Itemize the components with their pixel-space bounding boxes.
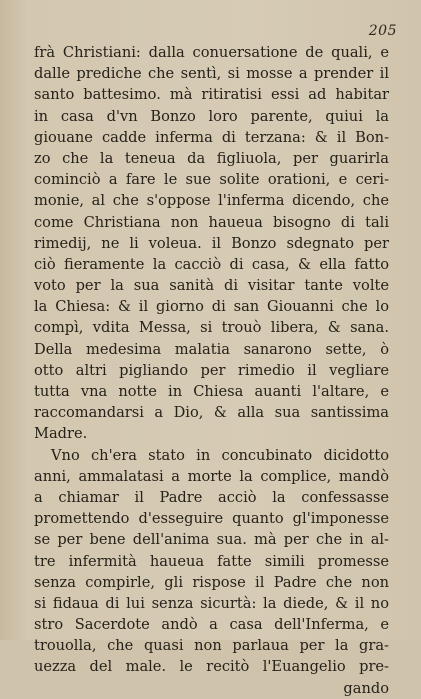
text-line: gando xyxy=(343,679,389,697)
text-line: trouolla, che quasi non parlaua per la gra- xyxy=(34,637,389,655)
text-line: Vno ch'era stato in concubinato dicidotto xyxy=(51,446,389,464)
text-line: si fidaua di lui senza sicurtà: la diede, & il no xyxy=(34,594,389,612)
text-line: se per bene dell'anima sua. mà per che in al- xyxy=(34,531,389,549)
text-line: la Chiesa: & il giorno di san Giouanni che lo xyxy=(34,298,389,316)
text-line: monie, al che s'oppose l'inferma dicendo, che xyxy=(34,192,389,210)
text-line: a chiamar il Padre acciò la confessasse xyxy=(34,488,389,506)
text-line: ciò fieramente la cacciò di casa, & ella fatto xyxy=(34,255,389,273)
text-line: tre infermità haueua fatte simili promesse xyxy=(34,552,389,570)
text-line: compì, vdita Messa, si trouò libera, & sana. xyxy=(34,319,389,337)
text-line: in casa d'vn Bonzo loro parente, quiui la xyxy=(34,107,389,125)
text-line: uezza del male. le recitò l'Euangelio pre- xyxy=(34,658,389,676)
text-line: Madre. xyxy=(34,425,88,443)
text-line: cominciò a fare le sue solite orationi, e ceri- xyxy=(34,171,389,189)
text-line: anni, ammalatasi a morte la complice, mandò xyxy=(34,467,389,485)
text-line: rimedij, ne li voleua. il Bonzo sdegnato per xyxy=(34,234,389,252)
text-line: zo che la teneua da figliuola, per guarirla xyxy=(34,149,389,167)
text-line: senza compirle, gli rispose il Padre che non xyxy=(34,573,389,591)
text-line: come Christiana non haueua bisogno di tali xyxy=(34,213,389,231)
text-line: santo battesimo. mà ritiratisi essi ad habitar xyxy=(34,86,389,104)
text-line: raccomandarsi a Dio, & alla sua santissima xyxy=(34,404,389,422)
text-line: stro Sacerdote andò a casa dell'Inferma, e xyxy=(34,616,389,634)
text-line: tutta vna notte in Chiesa auanti l'altare, e xyxy=(34,383,389,400)
page-text xyxy=(34,42,389,699)
text-line: voto per la sua sanità di visitar tante volte xyxy=(34,277,389,295)
text-line: Della medesima malatia sanarono sette, ò xyxy=(34,340,389,358)
text-line: promettendo d'esseguire quanto gl'imponesse xyxy=(34,510,389,528)
text-line: giouane cadde inferma di terzana: & il Bon- xyxy=(34,128,389,146)
page-number: 205 xyxy=(368,23,397,39)
text-line: otto altri pigliando per rimedio il vegliare xyxy=(34,361,389,379)
text-line: frà Christiani: dalla conuersatione de quali, e xyxy=(34,44,389,61)
text-line: dalle prediche che sentì, si mosse a prender il xyxy=(34,65,389,83)
